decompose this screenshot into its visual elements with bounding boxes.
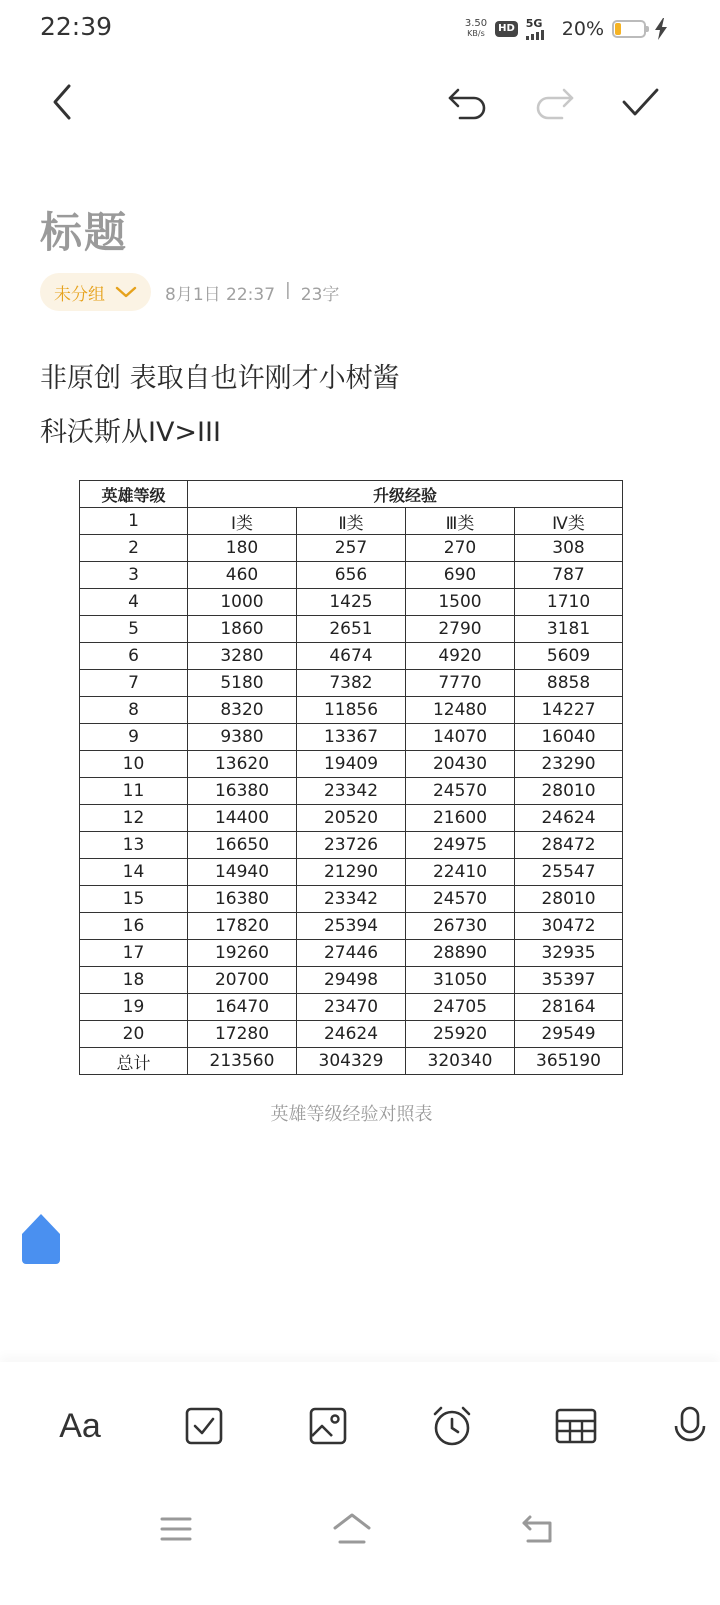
back-nav-button[interactable] (508, 1504, 568, 1554)
table-cell: 12 (80, 805, 188, 832)
table-cell: 365190 (515, 1048, 623, 1075)
table-row (80, 535, 623, 562)
checkbox-icon (184, 1406, 224, 1446)
hd-badge: HD (495, 21, 518, 37)
table-cell: 24570 (406, 778, 515, 805)
insert-image-button[interactable] (298, 1396, 358, 1456)
table-cell: Ⅲ类 (406, 508, 515, 535)
table-cell: 13 (80, 832, 188, 859)
table-header-row (80, 481, 623, 508)
table-cell: 1500 (406, 589, 515, 616)
table-cell: 6 (80, 643, 188, 670)
table-cell: 5180 (188, 670, 297, 697)
alarm-clock-icon (430, 1404, 474, 1448)
word-count: 23字 (300, 284, 340, 305)
table-row (80, 859, 623, 886)
table-cell: 5609 (515, 643, 623, 670)
table-cell: 19 (80, 994, 188, 1021)
battery-percent: 20% (561, 18, 604, 40)
voice-input-button[interactable] (670, 1396, 720, 1456)
note-body-line[interactable]: 科沃斯从IV>III (40, 417, 221, 448)
table-row (80, 994, 623, 1021)
table-row (80, 832, 623, 859)
table-cell: 23342 (297, 778, 406, 805)
redo-icon (532, 82, 576, 122)
table-cell: 23342 (297, 886, 406, 913)
table-cell: 19409 (297, 751, 406, 778)
table-cell: 24570 (406, 886, 515, 913)
table-cell: 29549 (515, 1021, 623, 1048)
editor-toolbar (0, 1362, 720, 1482)
undo-icon (446, 82, 490, 122)
table-cell: 257 (297, 535, 406, 562)
floating-home-button[interactable] (20, 1212, 62, 1266)
table-cell: 30472 (515, 913, 623, 940)
table-cell: 24624 (297, 1021, 406, 1048)
table-cell: 28890 (406, 940, 515, 967)
table-cell: 28164 (515, 994, 623, 1021)
table-cell: 35397 (515, 967, 623, 994)
table-row (80, 967, 623, 994)
table-cell: Ⅳ类 (515, 508, 623, 535)
table-subheader-row (80, 508, 623, 535)
recent-apps-button[interactable] (146, 1504, 206, 1554)
status-icons (465, 16, 668, 42)
table-cell: 13620 (188, 751, 297, 778)
table-cell: 656 (297, 562, 406, 589)
network-speed-value: 3.50 (464, 18, 488, 29)
check-icon (618, 82, 662, 122)
table-cell: 28010 (515, 778, 623, 805)
table-cell: 308 (515, 535, 623, 562)
table-cell: 17280 (188, 1021, 297, 1048)
chevron-left-icon (47, 82, 77, 122)
table-cell: 27446 (297, 940, 406, 967)
table-cell: 13367 (297, 724, 406, 751)
table-cell: 3 (80, 562, 188, 589)
table-row (80, 697, 623, 724)
table-row (80, 778, 623, 805)
table-row (80, 643, 623, 670)
table-cell: 1860 (188, 616, 297, 643)
redo-button[interactable] (526, 72, 582, 132)
table-cell: 19260 (188, 940, 297, 967)
table-cell: 270 (406, 535, 515, 562)
signal-icon (526, 18, 554, 40)
table-cell: 15 (80, 886, 188, 913)
note-title-input[interactable]: 标题 (40, 208, 129, 257)
table-cell: 29498 (297, 967, 406, 994)
table-cell: 总计 (80, 1048, 188, 1075)
table-row (80, 670, 623, 697)
table-cell: 24975 (406, 832, 515, 859)
group-selector[interactable] (40, 273, 151, 311)
table-cell: 16380 (188, 778, 297, 805)
network-type: 5G (525, 17, 543, 30)
table-row (80, 805, 623, 832)
note-date: 8月1日 22:37 (165, 284, 276, 305)
table-cell: 3280 (188, 643, 297, 670)
table-cell: 28010 (515, 886, 623, 913)
back-button[interactable] (34, 72, 90, 132)
table-cell: 21600 (406, 805, 515, 832)
table-cell: 2 (80, 535, 188, 562)
table-cell: 4 (80, 589, 188, 616)
insert-table-button[interactable] (546, 1396, 606, 1456)
table-cell: 28472 (515, 832, 623, 859)
table-cell: 16 (80, 913, 188, 940)
table-cell: 2790 (406, 616, 515, 643)
group-label: 未分组 (54, 284, 105, 305)
table-cell: 1710 (515, 589, 623, 616)
table-cell: 25547 (515, 859, 623, 886)
table-cell: 2651 (297, 616, 406, 643)
table-cell: 10 (80, 751, 188, 778)
table-cell: 20700 (188, 967, 297, 994)
table-cell: 180 (188, 535, 297, 562)
table-cell: Ⅰ类 (188, 508, 297, 535)
table-cell: 17 (80, 940, 188, 967)
table-cell: 23726 (297, 832, 406, 859)
table-cell: 1000 (188, 589, 297, 616)
table-cell: 7382 (297, 670, 406, 697)
experience-table (79, 480, 623, 1075)
table-cell: 21290 (297, 859, 406, 886)
undo-button[interactable] (440, 72, 496, 132)
table-cell: 32935 (515, 940, 623, 967)
status-bar (0, 0, 720, 56)
table-cell: 1425 (297, 589, 406, 616)
table-cell: 16470 (188, 994, 297, 1021)
home-nav-button[interactable] (322, 1504, 382, 1554)
table-cell: 20 (80, 1021, 188, 1048)
table-cell: 7770 (406, 670, 515, 697)
table-cell: 16040 (515, 724, 623, 751)
microphone-icon (670, 1404, 714, 1448)
table-row (80, 886, 623, 913)
note-info (165, 280, 339, 305)
reminder-button[interactable] (422, 1396, 482, 1456)
table-cell: 9380 (188, 724, 297, 751)
table-cell: 4674 (297, 643, 406, 670)
font-style-button[interactable] (50, 1396, 110, 1456)
done-button[interactable] (612, 72, 668, 132)
table-cell: 5 (80, 616, 188, 643)
network-speed-unit: KB/s (467, 29, 485, 38)
meta-separator: | (285, 279, 291, 300)
table-row (80, 616, 623, 643)
battery-icon (612, 20, 646, 38)
chevron-down-icon (115, 285, 137, 299)
table-cell: 25394 (297, 913, 406, 940)
table-icon (554, 1406, 598, 1446)
table-cell: 3181 (515, 616, 623, 643)
table-row (80, 940, 623, 967)
table-cell: 14070 (406, 724, 515, 751)
checklist-button[interactable] (174, 1396, 234, 1456)
table-cell: 26730 (406, 913, 515, 940)
table-cell: 320340 (406, 1048, 515, 1075)
charging-icon (654, 18, 668, 40)
table-cell: 16650 (188, 832, 297, 859)
table-cell: 460 (188, 562, 297, 589)
back-icon (520, 1513, 556, 1545)
image-caption: 英雄等级经验对照表 (270, 1104, 433, 1125)
table-cell: 11 (80, 778, 188, 805)
menu-icon (159, 1515, 193, 1543)
table-cell: 14227 (515, 697, 623, 724)
table-cell: Ⅱ类 (297, 508, 406, 535)
table-row (80, 751, 623, 778)
table-cell: 14400 (188, 805, 297, 832)
experience-table-image[interactable] (79, 480, 622, 1075)
table-cell: 18 (80, 967, 188, 994)
table-cell: 9 (80, 724, 188, 751)
table-row (80, 724, 623, 751)
table-cell: 14940 (188, 859, 297, 886)
table-cell: 213560 (188, 1048, 297, 1075)
table-row (80, 589, 623, 616)
note-body-line[interactable]: 非原创 表取自也许刚才小树酱 (40, 363, 400, 394)
table-row (80, 1021, 623, 1048)
table-cell: 8320 (188, 697, 297, 724)
table-cell: 24624 (515, 805, 623, 832)
header-hero-level: 英雄等级 (80, 481, 188, 508)
table-cell: 8858 (515, 670, 623, 697)
home-shape-icon (20, 1212, 62, 1266)
table-cell: 787 (515, 562, 623, 589)
table-cell: 23290 (515, 751, 623, 778)
table-row (80, 913, 623, 940)
table-cell: 22410 (406, 859, 515, 886)
header-upgrade-exp: 升级经验 (188, 481, 623, 508)
status-time: 22:39 (40, 12, 113, 41)
table-cell: 14 (80, 859, 188, 886)
font-style-icon: Aa (59, 1406, 101, 1445)
note-toolbar (0, 72, 720, 132)
table-cell: 16380 (188, 886, 297, 913)
table-cell: 8 (80, 697, 188, 724)
table-cell: 20430 (406, 751, 515, 778)
table-cell: 304329 (297, 1048, 406, 1075)
table-cell: 11856 (297, 697, 406, 724)
table-cell: 17820 (188, 913, 297, 940)
table-cell: 20520 (297, 805, 406, 832)
table-row (80, 562, 623, 589)
system-nav-bar (0, 1490, 720, 1570)
table-cell: 4920 (406, 643, 515, 670)
table-cell: 23470 (297, 994, 406, 1021)
network-speed (465, 19, 487, 39)
image-icon (308, 1406, 348, 1446)
table-cell: 25920 (406, 1021, 515, 1048)
note-meta (40, 272, 339, 312)
table-cell: 31050 (406, 967, 515, 994)
table-cell: 690 (406, 562, 515, 589)
home-icon (332, 1512, 372, 1546)
table-total-row (80, 1048, 623, 1075)
table-cell: 1 (80, 508, 188, 535)
table-cell: 24705 (406, 994, 515, 1021)
table-cell: 7 (80, 670, 188, 697)
table-cell: 12480 (406, 697, 515, 724)
